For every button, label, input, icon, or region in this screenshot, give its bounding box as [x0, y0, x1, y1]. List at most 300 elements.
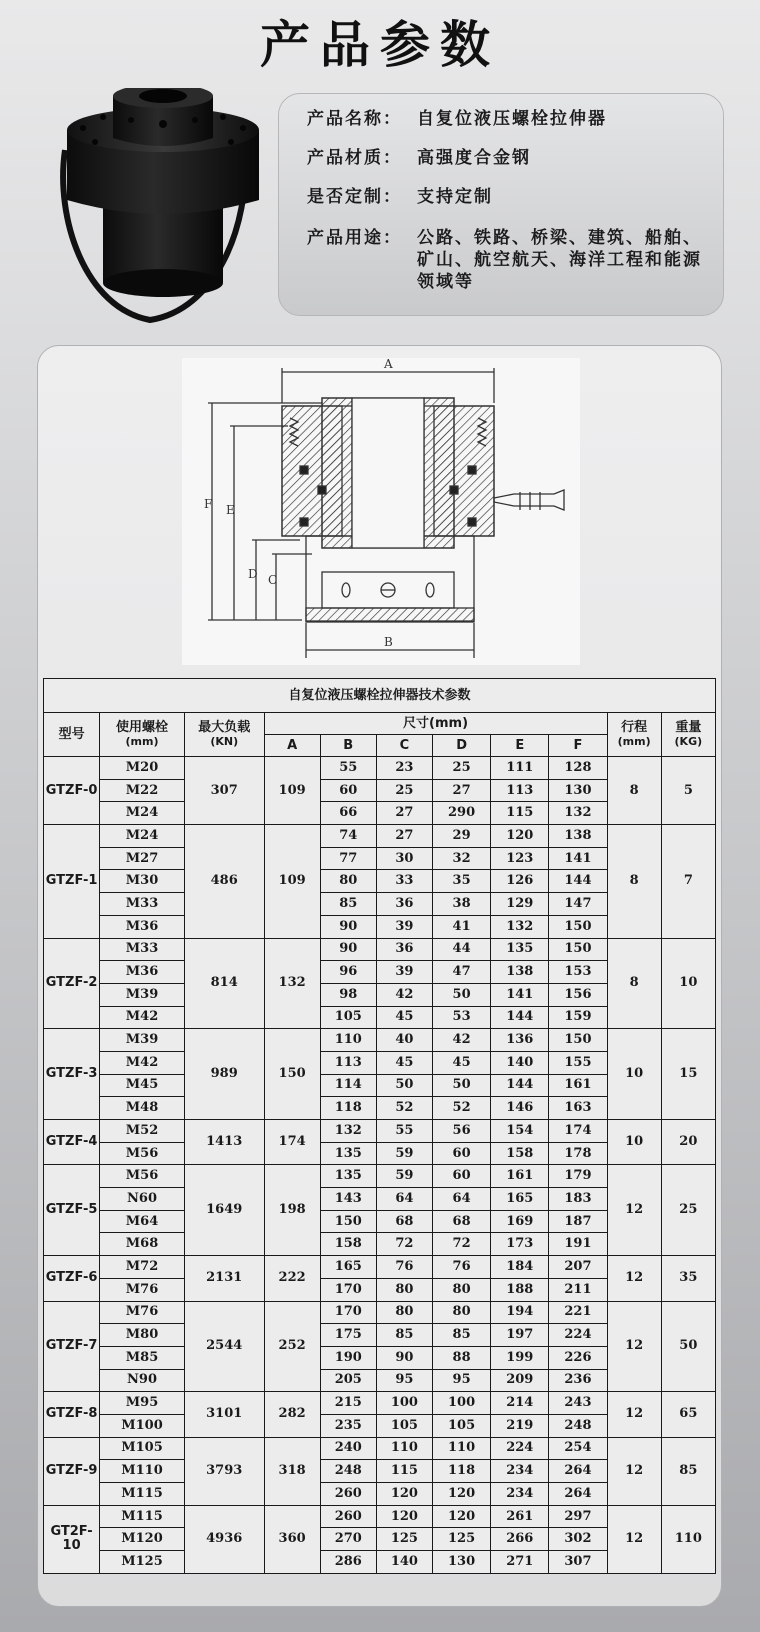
header-dim-b: B — [320, 735, 376, 757]
cell-dim-e: 197 — [491, 1324, 549, 1347]
cell-bolt: M125 — [100, 1551, 185, 1574]
cell-dim-c: 76 — [376, 1256, 432, 1279]
cell-dim-b: 85 — [320, 893, 376, 916]
header-dim-f: F — [549, 735, 607, 757]
cell-bolt: M27 — [100, 847, 185, 870]
cell-model: GTZF-1 — [44, 825, 100, 938]
dim-label-b: B — [384, 635, 393, 649]
cell-dim-b: 135 — [320, 1142, 376, 1165]
cell-stroke: 8 — [607, 757, 661, 825]
cell-dim-d: 105 — [433, 1414, 491, 1437]
info-value: 高强度合金钢 — [417, 148, 531, 168]
header-bolt: 使用螺栓 (mm) — [100, 713, 185, 757]
cell-stroke: 12 — [607, 1256, 661, 1301]
cell-load: 3793 — [184, 1437, 264, 1505]
cell-dim-e: 113 — [491, 779, 549, 802]
cell-dim-b: 66 — [320, 802, 376, 825]
cell-dim-f: 307 — [549, 1551, 607, 1574]
cell-load: 3101 — [184, 1392, 264, 1437]
cell-stroke: 8 — [607, 938, 661, 1029]
cell-dim-d: 47 — [433, 961, 491, 984]
info-value: 支持定制 — [417, 187, 493, 207]
cell-dim-d: 80 — [433, 1301, 491, 1324]
cell-dim-d: 80 — [433, 1278, 491, 1301]
cell-dim-d: 27 — [433, 779, 491, 802]
cell-dim-b: 77 — [320, 847, 376, 870]
cell-dim-b: 248 — [320, 1460, 376, 1483]
cell-weight: 110 — [661, 1505, 715, 1573]
cell-load: 1413 — [184, 1120, 264, 1165]
cell-dim-b: 260 — [320, 1505, 376, 1528]
table-row — [44, 825, 716, 848]
cell-dim-a: 109 — [264, 757, 320, 825]
cell-stroke: 10 — [607, 1120, 661, 1165]
cell-dim-f: 254 — [549, 1437, 607, 1460]
cell-dim-d: 95 — [433, 1369, 491, 1392]
cell-weight: 50 — [661, 1301, 715, 1392]
header-dim-d: D — [433, 735, 491, 757]
cell-dim-c: 95 — [376, 1369, 432, 1392]
product-info-card — [278, 93, 724, 316]
cell-dim-b: 150 — [320, 1210, 376, 1233]
cell-dim-f: 153 — [549, 961, 607, 984]
cell-dim-f: 150 — [549, 938, 607, 961]
cell-bolt: M36 — [100, 961, 185, 984]
cell-dim-d: 60 — [433, 1142, 491, 1165]
cell-bolt: M24 — [100, 825, 185, 848]
product-photo — [55, 88, 265, 328]
cell-dim-b: 113 — [320, 1051, 376, 1074]
cell-dim-b: 80 — [320, 870, 376, 893]
cell-load: 486 — [184, 825, 264, 938]
cell-dim-d: 50 — [433, 1074, 491, 1097]
cell-dim-d: 100 — [433, 1392, 491, 1415]
cell-dim-f: 161 — [549, 1074, 607, 1097]
cell-dim-c: 45 — [376, 1051, 432, 1074]
cell-dim-b: 170 — [320, 1278, 376, 1301]
cell-dim-c: 80 — [376, 1278, 432, 1301]
cell-dim-f: 243 — [549, 1392, 607, 1415]
cell-dim-e: 141 — [491, 983, 549, 1006]
cell-dim-b: 143 — [320, 1188, 376, 1211]
cell-dim-c: 72 — [376, 1233, 432, 1256]
header-dim-a: A — [264, 735, 320, 757]
cell-dim-e: 199 — [491, 1346, 549, 1369]
cell-dim-f: 191 — [549, 1233, 607, 1256]
cell-dim-e: 188 — [491, 1278, 549, 1301]
cell-bolt: M56 — [100, 1142, 185, 1165]
cell-dim-d: 53 — [433, 1006, 491, 1029]
cell-bolt: M115 — [100, 1483, 185, 1506]
cell-dim-c: 27 — [376, 802, 432, 825]
cell-dim-f: 147 — [549, 893, 607, 916]
cell-model: GTZF-3 — [44, 1029, 100, 1120]
cell-dim-c: 120 — [376, 1505, 432, 1528]
cell-dim-e: 234 — [491, 1460, 549, 1483]
cell-dim-b: 114 — [320, 1074, 376, 1097]
cell-bolt: M76 — [100, 1301, 185, 1324]
cell-dim-d: 120 — [433, 1483, 491, 1506]
cell-dim-b: 96 — [320, 961, 376, 984]
header-weight: 重量 (KG) — [661, 713, 715, 757]
cell-bolt: M80 — [100, 1324, 185, 1347]
cell-dim-d: 45 — [433, 1051, 491, 1074]
cell-dim-f: 128 — [549, 757, 607, 780]
cell-dim-d: 125 — [433, 1528, 491, 1551]
cell-dim-e: 194 — [491, 1301, 549, 1324]
header-load: 最大负载 (KN) — [184, 713, 264, 757]
cell-dim-c: 59 — [376, 1165, 432, 1188]
cell-dim-b: 60 — [320, 779, 376, 802]
table-row — [44, 1301, 716, 1324]
cell-dim-f: 183 — [549, 1188, 607, 1211]
cell-bolt: M48 — [100, 1097, 185, 1120]
cell-model: GTZF-6 — [44, 1256, 100, 1301]
cell-weight: 10 — [661, 938, 715, 1029]
cell-dim-f: 174 — [549, 1120, 607, 1143]
dim-label-c: C — [268, 573, 278, 587]
cell-load: 4936 — [184, 1505, 264, 1573]
cell-dim-f: 187 — [549, 1210, 607, 1233]
cell-dim-a: 318 — [264, 1437, 320, 1505]
cell-dim-c: 85 — [376, 1324, 432, 1347]
cell-dim-c: 105 — [376, 1414, 432, 1437]
cell-dim-c: 110 — [376, 1437, 432, 1460]
cell-dim-a: 174 — [264, 1120, 320, 1165]
cell-dim-b: 74 — [320, 825, 376, 848]
info-label: 产品名称： — [307, 109, 402, 129]
cell-dim-a: 198 — [264, 1165, 320, 1256]
cell-dim-f: 155 — [549, 1051, 607, 1074]
cell-dim-e: 135 — [491, 938, 549, 961]
table-row — [44, 1505, 716, 1528]
cell-dim-d: 38 — [433, 893, 491, 916]
cell-dim-b: 90 — [320, 915, 376, 938]
dim-label-a: A — [384, 358, 393, 371]
cell-dim-a: 252 — [264, 1301, 320, 1392]
cell-dim-d: 85 — [433, 1324, 491, 1347]
cell-dim-a: 109 — [264, 825, 320, 938]
cell-dim-e: 126 — [491, 870, 549, 893]
cell-bolt: M33 — [100, 938, 185, 961]
cell-dim-d: 118 — [433, 1460, 491, 1483]
cell-dim-c: 45 — [376, 1006, 432, 1029]
cell-dim-e: 132 — [491, 915, 549, 938]
cell-dim-e: 129 — [491, 893, 549, 916]
cell-dim-a: 132 — [264, 938, 320, 1029]
table-row — [44, 757, 716, 780]
cell-model: GTZF-0 — [44, 757, 100, 825]
table-caption: 自复位液压螺栓拉伸器技术参数 — [44, 679, 716, 713]
cell-dim-b: 286 — [320, 1551, 376, 1574]
cell-dim-c: 23 — [376, 757, 432, 780]
cell-dim-e: 169 — [491, 1210, 549, 1233]
cell-dim-d: 50 — [433, 983, 491, 1006]
cell-dim-b: 205 — [320, 1369, 376, 1392]
cell-load: 814 — [184, 938, 264, 1029]
cell-dim-f: 144 — [549, 870, 607, 893]
cell-dim-c: 80 — [376, 1301, 432, 1324]
table-row — [44, 1437, 716, 1460]
dim-label-e: E — [226, 503, 235, 517]
table-row — [44, 938, 716, 961]
cell-dim-f: 264 — [549, 1483, 607, 1506]
cell-dim-b: 105 — [320, 1006, 376, 1029]
cell-dim-d: 64 — [433, 1188, 491, 1211]
cell-dim-b: 190 — [320, 1346, 376, 1369]
cell-dim-a: 360 — [264, 1505, 320, 1573]
cell-dim-c: 115 — [376, 1460, 432, 1483]
cell-bolt: M36 — [100, 915, 185, 938]
cell-dim-a: 282 — [264, 1392, 320, 1437]
cell-model: GTZF-2 — [44, 938, 100, 1029]
cell-dim-d: 25 — [433, 757, 491, 780]
cell-dim-c: 64 — [376, 1188, 432, 1211]
info-value: 公路、铁路、桥梁、建筑、船舶、矿山、航空航天、海洋工程和能源领域等 — [417, 228, 702, 292]
cell-dim-f: 297 — [549, 1505, 607, 1528]
cell-dim-c: 68 — [376, 1210, 432, 1233]
cell-model: GTZF-9 — [44, 1437, 100, 1505]
cell-dim-e: 214 — [491, 1392, 549, 1415]
cell-dim-f: 236 — [549, 1369, 607, 1392]
cell-load: 2544 — [184, 1301, 264, 1392]
cell-bolt: M64 — [100, 1210, 185, 1233]
cell-dim-c: 140 — [376, 1551, 432, 1574]
cell-dim-e: 158 — [491, 1142, 549, 1165]
dim-label-f: F — [204, 497, 213, 511]
cell-model: GTZF-8 — [44, 1392, 100, 1437]
cell-stroke: 12 — [607, 1392, 661, 1437]
cell-dim-f: 141 — [549, 847, 607, 870]
cell-dim-f: 138 — [549, 825, 607, 848]
cell-stroke: 12 — [607, 1301, 661, 1392]
cell-dim-f: 264 — [549, 1460, 607, 1483]
cell-bolt: M33 — [100, 893, 185, 916]
cell-dim-b: 235 — [320, 1414, 376, 1437]
info-value: 自复位液压螺栓拉伸器 — [417, 109, 607, 129]
cell-dim-e: 261 — [491, 1505, 549, 1528]
header-dim-c: C — [376, 735, 432, 757]
cell-dim-d: 290 — [433, 802, 491, 825]
cell-dim-c: 100 — [376, 1392, 432, 1415]
cell-bolt: M39 — [100, 1029, 185, 1052]
cell-dim-e: 266 — [491, 1528, 549, 1551]
cell-dim-f: 132 — [549, 802, 607, 825]
cell-dim-c: 27 — [376, 825, 432, 848]
cell-dim-b: 132 — [320, 1120, 376, 1143]
cell-dim-a: 150 — [264, 1029, 320, 1120]
cell-weight: 35 — [661, 1256, 715, 1301]
cell-dim-a: 222 — [264, 1256, 320, 1301]
cell-dim-f: 211 — [549, 1278, 607, 1301]
cell-dim-b: 165 — [320, 1256, 376, 1279]
cell-dim-e: 111 — [491, 757, 549, 780]
cell-dim-d: 76 — [433, 1256, 491, 1279]
cell-dim-c: 40 — [376, 1029, 432, 1052]
cell-weight: 15 — [661, 1029, 715, 1120]
cell-dim-f: 226 — [549, 1346, 607, 1369]
cell-bolt: N90 — [100, 1369, 185, 1392]
cell-dim-b: 175 — [320, 1324, 376, 1347]
cell-dim-e: 271 — [491, 1551, 549, 1574]
cell-dim-f: 207 — [549, 1256, 607, 1279]
cell-bolt: M68 — [100, 1233, 185, 1256]
cell-dim-e: 161 — [491, 1165, 549, 1188]
cell-dim-d: 29 — [433, 825, 491, 848]
cell-dim-f: 179 — [549, 1165, 607, 1188]
cross-section-diagram — [182, 358, 580, 665]
cell-dim-d: 32 — [433, 847, 491, 870]
cell-dim-c: 52 — [376, 1097, 432, 1120]
cell-bolt: M56 — [100, 1165, 185, 1188]
cell-dim-d: 88 — [433, 1346, 491, 1369]
cell-dim-c: 39 — [376, 961, 432, 984]
info-label: 产品用途： — [307, 228, 402, 248]
cell-dim-f: 178 — [549, 1142, 607, 1165]
cell-weight: 5 — [661, 757, 715, 825]
cell-dim-e: 144 — [491, 1074, 549, 1097]
cell-bolt: M105 — [100, 1437, 185, 1460]
cell-bolt: M20 — [100, 757, 185, 780]
cell-dim-c: 125 — [376, 1528, 432, 1551]
cell-dim-b: 110 — [320, 1029, 376, 1052]
cell-dim-e: 154 — [491, 1120, 549, 1143]
cell-dim-f: 150 — [549, 1029, 607, 1052]
cell-dim-b: 55 — [320, 757, 376, 780]
cell-bolt: M22 — [100, 779, 185, 802]
cell-bolt: M30 — [100, 870, 185, 893]
page-title: 产品参数 — [260, 16, 500, 74]
dim-label-d: D — [248, 567, 258, 581]
cell-dim-d: 44 — [433, 938, 491, 961]
cell-dim-e: 209 — [491, 1369, 549, 1392]
cell-stroke: 12 — [607, 1165, 661, 1256]
cell-dim-c: 90 — [376, 1346, 432, 1369]
cell-dim-f: 248 — [549, 1414, 607, 1437]
cell-dim-e: 165 — [491, 1188, 549, 1211]
cell-dim-b: 98 — [320, 983, 376, 1006]
cell-dim-c: 59 — [376, 1142, 432, 1165]
cell-stroke: 12 — [607, 1505, 661, 1573]
cell-load: 989 — [184, 1029, 264, 1120]
cell-dim-e: 173 — [491, 1233, 549, 1256]
table-row — [44, 1165, 716, 1188]
cell-dim-b: 135 — [320, 1165, 376, 1188]
header-dim-e: E — [491, 735, 549, 757]
cell-stroke: 8 — [607, 825, 661, 938]
cell-dim-e: 184 — [491, 1256, 549, 1279]
cell-dim-f: 302 — [549, 1528, 607, 1551]
cell-dim-b: 170 — [320, 1301, 376, 1324]
cell-dim-d: 110 — [433, 1437, 491, 1460]
cell-dim-d: 56 — [433, 1120, 491, 1143]
cell-dim-c: 30 — [376, 847, 432, 870]
cell-dim-e: 224 — [491, 1437, 549, 1460]
cell-dim-d: 42 — [433, 1029, 491, 1052]
cell-bolt: M42 — [100, 1051, 185, 1074]
cell-dim-f: 156 — [549, 983, 607, 1006]
cell-bolt: M110 — [100, 1460, 185, 1483]
cell-model: GTZF-4 — [44, 1120, 100, 1165]
cell-bolt: M39 — [100, 983, 185, 1006]
table-row — [44, 1120, 716, 1143]
cell-dim-e: 123 — [491, 847, 549, 870]
cell-load: 307 — [184, 757, 264, 825]
cell-bolt: M42 — [100, 1006, 185, 1029]
cell-dim-c: 36 — [376, 938, 432, 961]
cell-bolt: M120 — [100, 1528, 185, 1551]
cell-bolt: N60 — [100, 1188, 185, 1211]
cell-dim-e: 120 — [491, 825, 549, 848]
cell-dim-b: 260 — [320, 1483, 376, 1506]
cell-bolt: M85 — [100, 1346, 185, 1369]
cell-dim-c: 39 — [376, 915, 432, 938]
spec-table-body — [44, 757, 716, 1574]
cell-dim-f: 159 — [549, 1006, 607, 1029]
cell-dim-c: 120 — [376, 1483, 432, 1506]
cell-dim-e: 219 — [491, 1414, 549, 1437]
cell-dim-c: 25 — [376, 779, 432, 802]
cell-dim-e: 140 — [491, 1051, 549, 1074]
cell-dim-e: 234 — [491, 1483, 549, 1506]
cell-dim-c: 50 — [376, 1074, 432, 1097]
table-row — [44, 1256, 716, 1279]
table-row — [44, 1392, 716, 1415]
cell-dim-d: 60 — [433, 1165, 491, 1188]
cell-dim-d: 120 — [433, 1505, 491, 1528]
cell-dim-f: 221 — [549, 1301, 607, 1324]
cell-load: 2131 — [184, 1256, 264, 1301]
cell-dim-e: 138 — [491, 961, 549, 984]
cell-model: GTZF-7 — [44, 1301, 100, 1392]
cell-dim-d: 72 — [433, 1233, 491, 1256]
cell-dim-e: 136 — [491, 1029, 549, 1052]
cell-dim-c: 55 — [376, 1120, 432, 1143]
cell-dim-d: 41 — [433, 915, 491, 938]
cell-dim-e: 115 — [491, 802, 549, 825]
cell-weight: 7 — [661, 825, 715, 938]
cell-bolt: M115 — [100, 1505, 185, 1528]
cell-dim-c: 42 — [376, 983, 432, 1006]
cell-bolt: M72 — [100, 1256, 185, 1279]
info-label: 是否定制： — [307, 187, 402, 207]
cell-dim-f: 224 — [549, 1324, 607, 1347]
cell-dim-c: 36 — [376, 893, 432, 916]
cell-dim-d: 52 — [433, 1097, 491, 1120]
cell-dim-e: 144 — [491, 1006, 549, 1029]
cell-stroke: 10 — [607, 1029, 661, 1120]
cell-dim-f: 163 — [549, 1097, 607, 1120]
cell-dim-b: 240 — [320, 1437, 376, 1460]
cell-weight: 25 — [661, 1165, 715, 1256]
cell-dim-b: 90 — [320, 938, 376, 961]
cell-bolt: M52 — [100, 1120, 185, 1143]
table-row — [44, 1029, 716, 1052]
cell-bolt: M45 — [100, 1074, 185, 1097]
spec-table — [43, 678, 716, 1574]
cell-dim-c: 33 — [376, 870, 432, 893]
header-model: 型号 — [44, 713, 100, 757]
cell-dim-b: 270 — [320, 1528, 376, 1551]
cell-weight: 65 — [661, 1392, 715, 1437]
cell-dim-f: 150 — [549, 915, 607, 938]
info-label: 产品材质： — [307, 148, 402, 168]
cell-weight: 85 — [661, 1437, 715, 1505]
cell-model: GT2F-10 — [44, 1505, 100, 1573]
header-stroke: 行程 (mm) — [607, 713, 661, 757]
cell-dim-d: 68 — [433, 1210, 491, 1233]
cell-stroke: 12 — [607, 1437, 661, 1505]
